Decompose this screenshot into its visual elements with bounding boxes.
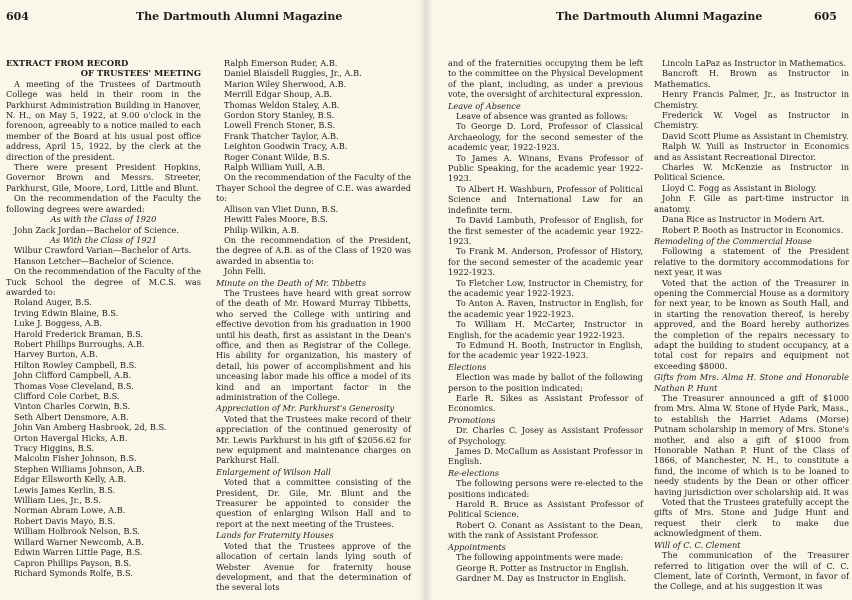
paragraph: Voted that a committee consisting of the President, Dr. Gile, Mr. Blunt and the Treasurer be appointed to consider the question of enlarging Wilson Hall and to report at the next meeting of the Trustees.	[216, 477, 411, 529]
paragraph: Earle R. Sikes as Assistant Professor of Economics.	[448, 393, 643, 414]
paragraph: The following appointments were made:	[456, 552, 624, 563]
paragraph: Bancroft H. Brown as Instructor in Mathematics.	[654, 68, 849, 89]
right-page-header: The Dartmouth Alumni Magazine	[556, 10, 763, 23]
paragraph: Dr. Charles C. Josey as Assistant Professor of Psychology.	[448, 425, 643, 446]
paragraph: To Frank M. Anderson, Professor of History, for the second semester of the academic year 1922-1923.	[448, 246, 643, 278]
list-item: Malcolm Fisher Johnson, B.S.	[14, 453, 137, 464]
paragraph: To David Lambuth, Professor of English, for the first semester of the academic year 1922-1923.	[448, 215, 643, 246]
paragraph: James D. McCallum as Assistant Professor in English.	[448, 446, 643, 467]
subheading: Will of C. C. Clement	[654, 539, 741, 550]
list-item: John Clifford Campbell, A.B.	[14, 370, 132, 381]
list-item: Capron Phillips Payson, B.S.	[14, 557, 132, 568]
subheading: Appreciation of Mr. Parkhurst's Generosity	[216, 403, 395, 414]
paragraph: Lloyd C. Fogg as Assistant in Biology.	[662, 182, 818, 193]
list-item: Seth Albert Densmore, A.B.	[14, 411, 129, 422]
paragraph: Voted that the Trustees make record of their appreciation of the continued generosity of Mr. Lewis Parkhurst in his gift of $2056.62 for new equipment and maintenance charges on Parkhurst Hall.	[216, 413, 411, 466]
list-item: Hewitt Fales Moore, B.S.	[224, 214, 328, 225]
list-item: Irving Edwin Blaine, B.S.	[14, 307, 119, 318]
paragraph: Ralph W. Yuill as Instructor in Economics and as Assistant Recreational Director.	[654, 141, 849, 162]
paragraph: Wilbur Crawford Varian—Bachelor of Arts.	[14, 245, 192, 256]
list-item: Hilton Rowley Campbell, B.S.	[14, 359, 137, 370]
list-item: William Lies, Jr., B.S.	[14, 495, 101, 506]
paragraph: A meeting of the Trustees of Dartmouth College was held in their room in the Parkhurst Administration Building in Hanover, N. H., on May 5, 1922, at 9.00 o'clock in the forenoon, agreeably to a notice mailed to each member of the Board at his usual post office address, April 15, 1922, by the clerk at the direction of the president.	[6, 78, 201, 162]
list-item: Allison van Vliet Dunn, B.S.	[224, 203, 339, 214]
paragraph: Frederick W. Vogel as Instructor in Chemistry.	[654, 110, 849, 131]
subheading: Enlargement of Wilson Hall	[216, 466, 331, 477]
paragraph: Election was made by ballot of the following person to the position indicated:	[448, 372, 643, 393]
paragraph: To Albert H. Washburn, Professor of Political Science and International Law for an indefinite term.	[448, 183, 643, 215]
list-item: Vinton Charles Corwin, B.S.	[14, 401, 131, 412]
subheading: Lands for Fraternity Houses	[216, 530, 334, 541]
paragraph: On the recommendation of the Faculty of the Thayer School the degree of C.E. was awarded to:	[216, 172, 411, 204]
paragraph: On the recommendation of the Faculty the following degrees were awarded:	[6, 193, 201, 214]
page-gutter-shadow	[419, 0, 433, 600]
paragraph: To Edmund H. Booth, Instructor in English, for the academic year 1922-1923.	[448, 339, 643, 361]
section-heading: OF TRUSTEES' MEETING	[80, 68, 201, 79]
list-item: Ralph William Yuill, A.B.	[224, 162, 326, 173]
list-item: William Holbrook Nelson, B.S.	[14, 526, 141, 537]
list-item: John Van Amberg Hasbrook, 2d, B.S.	[14, 422, 167, 433]
paragraph: There were present President Hopkins, Governor Brown and Messrs. Streeter, Parkhurst, Gile, Moore, Lord, Little and Blunt.	[6, 162, 201, 193]
list-item: Ralph Emerson Ruder, A.B.	[224, 58, 338, 68]
subheading: Re-elections	[448, 467, 499, 478]
list-item: Daniel Blaisdell Ruggles, Jr., A.B.	[224, 68, 362, 79]
paragraph: To William H. McCarter, Instructor in English, for the academic year 1922-1923.	[448, 319, 643, 340]
paragraph: Charles W. McKenzie as Instructor in Political Science.	[654, 162, 849, 183]
list-item: Stephen Williams Johnson, A.B.	[14, 463, 145, 474]
paragraph: John Zack Jordan—Bachelor of Science.	[14, 224, 179, 235]
right-page	[426, 0, 852, 600]
list-item: Gordon Story Stanley, B.S.	[224, 110, 335, 121]
list-item: Philip Wilkin, A.B.	[224, 224, 300, 235]
paragraph: John F. Gile as part-time instructor in anatomy.	[654, 193, 849, 214]
list-item: Thomas Weldon Staley, A.B.	[224, 99, 340, 110]
list-item: John Felli.	[224, 266, 266, 277]
paragraph: To George D. Lord, Professor of Classical Archaeology, for the second semester of the academic year, 1922-1923.	[448, 121, 643, 153]
list-item: Robert Davis Mayo, B.S.	[14, 515, 116, 526]
paragraph: The Treasurer announced a gift of $1000 from Mrs. Alma W. Stone of Hyde Park, Mass., to establish the Harriet Adams (Morse) Putnam scholarship in memory of Mrs. Stone's mother, and also a gift of $1000 from Honorable Nathan P. Hunt of the Class of 1866, of Manchester, N. H., to constitute a fund, the income of which is to be loaned to needy students by the Dean or other officer having jurisdiction over scholarship aid. It was	[654, 393, 849, 497]
subheading: Leave of Absence	[448, 100, 521, 111]
paragraph: The communication of the Treasurer referred to litigation over the will of C. C. Clement, late of Corinth, Vermont, in favor of the College, and at his suggestion it was	[654, 550, 849, 592]
paragraph: The following persons were re-elected to the positions indicated:	[448, 478, 643, 499]
list-item: Frank Thatcher Taylor, A.B.	[224, 130, 339, 141]
paragraph: Henry Francis Palmer, Jr., as Instructor in Chemistry.	[654, 89, 849, 110]
list-item: Edgar Ellsworth Kelly, A.B.	[14, 474, 127, 485]
paragraph: Robert O. Conant as Assistant to the Dean, with the rank of Assistant Professor.	[448, 519, 643, 541]
right-page-number: 605	[814, 10, 837, 23]
list-item: Roland Auger, B.S.	[14, 297, 92, 308]
subheading: Gifts from Mrs. Alma H. Stone and Honorable Nathan P. Hunt	[654, 372, 849, 393]
paragraph: To Anton A. Raven, Instructor in English, for the academic year 1922-1923.	[448, 298, 643, 319]
left-column-2	[216, 58, 411, 593]
list-item: Orton Havergal Hicks, A.B.	[14, 432, 128, 443]
paragraph: and of the fraternities occupying them be left to the committee on the Physical Development of the plant, including, as under a previous vote, the oversight of architectural expression.	[448, 58, 643, 100]
subheading: As With the Class of 1921	[50, 234, 157, 245]
left-page-number: 604	[6, 10, 29, 23]
section-heading: EXTRACT FROM RECORD	[6, 58, 129, 68]
paragraph: The Trustees have heard with great sorrow of the death of Mr. Howard Murray Tibbetts, who served the College with untiring and effective devotion from his graduation in 1900 until his death, first as assistant in the Dean's office, and then as Registrar of the College. His ability for organization, his mastery of detail, his power of accomplishment and his unceasing labor made his office a model of its kind and an important factor in the administration of the College.	[216, 287, 411, 402]
paragraph: George R. Potter as Instructor in English.	[456, 562, 629, 573]
left-page-header: The Dartmouth Alumni Magazine	[136, 10, 343, 23]
paragraph: Hanson Letcher—Bachelor of Science.	[14, 255, 174, 266]
list-item: Harvey Burton, A.B.	[14, 349, 98, 360]
paragraph: Voted that the action of the Treasurer in opening the Commercial House as a dormitory for next year, to be known as South Hall, and in starting the renovation thereof, is hereby approved, and the Board hereby authorizes the completion of the repairs necessary to adapt the building to student occupancy, at a total cost for repairs and equipment not exceeding $8000.	[654, 277, 849, 371]
subheading: Promotions	[448, 414, 496, 425]
list-item: Luke J. Boggess, A.B.	[14, 318, 102, 329]
subheading: Minute on the Death of Mr. Tibbetts	[216, 277, 366, 288]
paragraph: Harold R. Bruce as Assistant Professor of Political Science.	[448, 499, 643, 520]
list-item: Merrill Edgar Shoup, A.B.	[224, 89, 333, 100]
list-item: Richard Symonds Rolfe, B.S.	[14, 567, 133, 578]
list-item: Robert Phillips Burroughs, A.B.	[14, 338, 145, 349]
paragraph: Gardner M. Day as Instructor in English.	[456, 572, 626, 583]
paragraph: On the recommendation of the Faculty of the Tuck School the degree of M.C.S. was awarded to:	[6, 266, 201, 297]
paragraph: To Fletcher Low, Instructor in Chemistry, for the academic year 1922-1923.	[448, 277, 643, 298]
paragraph: Following a statement of the President relative to the dormitory accommodations for next year, it was	[654, 246, 849, 278]
right-column-2	[654, 58, 849, 592]
paragraph: David Scott Plume as Assistant in Chemistry.	[662, 130, 849, 141]
paragraph: Robert P. Booth as Instructor in Economics.	[662, 224, 844, 235]
subheading: As with the Class of 1920	[50, 214, 157, 225]
paragraph: Lincoln LaPaz as Instructor in Mathematics.	[662, 58, 846, 68]
list-item: Lowell French Stoner, B.S.	[224, 120, 335, 131]
list-item: Willard Warner Newcomb, A.B.	[14, 536, 144, 547]
paragraph: To James A. Winans, Evans Professor of Public Speaking, for the academic year 1922-1923.	[448, 152, 643, 184]
list-item: Edwin Warren Little Page, B.S.	[14, 547, 143, 558]
paragraph: Dana Rice as Instructor in Modern Art.	[662, 214, 825, 225]
list-item: Harold Frederick Braman, B.S.	[14, 328, 144, 339]
paragraph: Leave of absence was granted as follows:	[456, 111, 629, 122]
subheading: Remodeling of the Commercial House	[654, 235, 812, 246]
list-item: Tracy Higgins, B.S.	[14, 443, 95, 454]
paragraph: On the recommendation of the President, the degree of A.B. as of the Class of 1920 was awarded in absentia to:	[216, 234, 411, 266]
paragraph: Voted that the Trustees gratefully accept the gifts of Mrs. Stone and Judge Hunt and request their clerk to make due acknowledgment of them.	[654, 497, 849, 539]
list-item: Thomas Vose Cleveland, B.S.	[14, 380, 134, 391]
left-column-1	[6, 58, 201, 578]
subheading: Elections	[448, 361, 487, 372]
list-item: Clifford Cole Corbet, B.S.	[14, 391, 120, 401]
right-column-1	[448, 58, 643, 583]
list-item: Leighton Goodwin Tracy, A.B.	[224, 141, 348, 152]
list-item: Norman Abram Lowe, A.B.	[14, 505, 126, 516]
list-item: Lewis James Kerlin, B.S.	[14, 484, 116, 495]
list-item: Marion Wiley Sherwood, A.B.	[224, 78, 347, 89]
subheading: Appointments	[448, 541, 506, 552]
list-item: Roger Conant Wilde, B.S.	[224, 151, 330, 162]
paragraph: Voted that the Trustees approve of the allocation of certain lands lying south of Webster Avenue for fraternity house development, and that the determination of the several lots	[216, 540, 411, 593]
